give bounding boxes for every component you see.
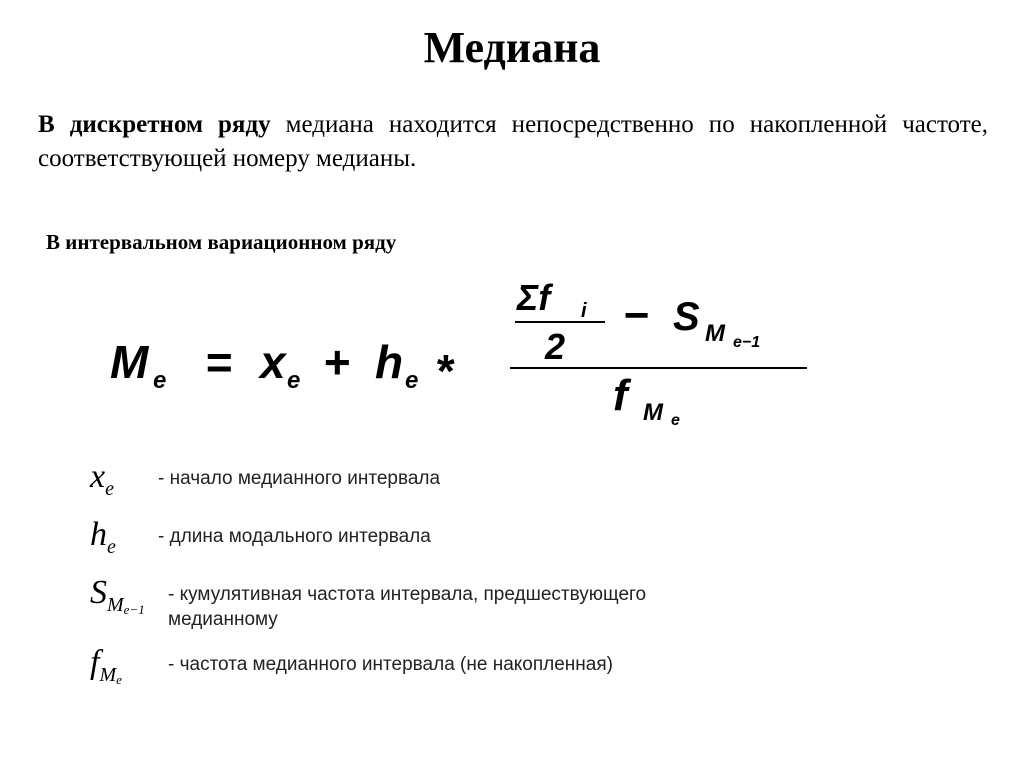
discrete-lead: В дискретном ряду bbox=[38, 111, 271, 138]
formula-sigma-sub: i bbox=[581, 300, 587, 322]
legend-desc-f: - частота медианного интервала (не накопленная) bbox=[168, 654, 613, 675]
formula-plus: + bbox=[323, 336, 350, 388]
legend-desc-s: - кумулятивная частота интервала, предшествующего медианному bbox=[168, 584, 647, 630]
formula-x: x bbox=[260, 336, 286, 388]
legend-symbol-h: $h_e$ bbox=[90, 516, 116, 558]
legend-row-s bbox=[90, 574, 728, 632]
formula-x-sub: e bbox=[287, 367, 301, 394]
formula-f-sub2: e bbox=[671, 412, 680, 429]
formula-s-sub2: e−1 bbox=[733, 334, 761, 351]
legend-row-x bbox=[90, 458, 440, 508]
formula-s: S bbox=[673, 295, 700, 339]
formula-svg bbox=[105, 275, 825, 435]
interval-heading: В интервальном вариационном ряду bbox=[46, 230, 397, 254]
formula-sigma: Σf bbox=[517, 277, 551, 318]
formula-eq: = bbox=[205, 336, 232, 388]
formula-minus: − bbox=[623, 291, 649, 340]
formula-times: * bbox=[435, 345, 453, 397]
legend-row-h bbox=[90, 516, 431, 566]
formula-lhs: M bbox=[110, 336, 149, 388]
formula-s-sub: M bbox=[705, 320, 725, 347]
median-formula bbox=[105, 275, 825, 435]
formula-f-sub: M bbox=[643, 399, 663, 426]
discrete-paragraph bbox=[38, 108, 988, 176]
page-title: Медиана bbox=[423, 23, 601, 72]
formula-h-sub: e bbox=[405, 367, 419, 394]
formula-h: h bbox=[375, 336, 404, 388]
legend-desc-x: - начало медианного интервала bbox=[158, 468, 441, 489]
legend-symbol-x: $x_e$ bbox=[90, 458, 114, 500]
discrete-text: медиана находится непосредственно по накопленной частоте, соответствующей номеру медианы. bbox=[38, 111, 988, 172]
legend-desc-h: - длина модального интервала bbox=[158, 526, 431, 547]
formula-f: f bbox=[613, 371, 628, 420]
legend-row-f bbox=[90, 644, 613, 699]
legend-symbol-s: $S_{M_{e-1}}$ bbox=[90, 574, 145, 617]
formula-lhs-sub: e bbox=[153, 367, 167, 394]
formula-two: 2 bbox=[545, 326, 566, 367]
legend-symbol-f: $f_{M_e}$ bbox=[90, 644, 122, 687]
